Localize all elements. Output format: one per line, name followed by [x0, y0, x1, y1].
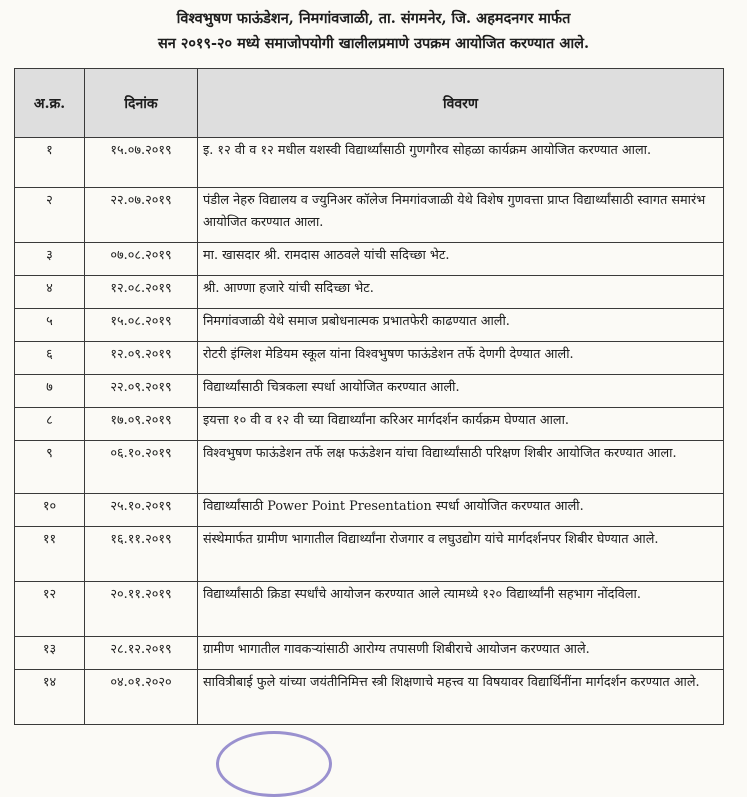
serial-cell: १३ — [15, 637, 85, 670]
table-row — [15, 441, 724, 494]
date-cell: २२.०९.२०१९ — [85, 375, 198, 408]
serial-cell: ७ — [15, 375, 85, 408]
serial-cell: २ — [15, 188, 85, 243]
serial-cell: ११ — [15, 527, 85, 582]
organization-stamp — [216, 731, 332, 797]
description-cell: इयत्ता १० वी व १२ वी च्या विद्यार्थ्यांना करिअर मार्गदर्शन कार्यक्रम घेण्यात आला. — [198, 408, 724, 441]
header-line-2: सन २०१९-२० मध्ये समाजोपयोगी खालीलप्रमाणे उपक्रम आयोजित करण्यात आले. — [157, 35, 590, 52]
description-cell: विद्यार्थ्यांसाठी Power Point Presentation स्पर्धा आयोजित करण्यात आली. — [198, 494, 724, 527]
table-row — [15, 494, 724, 527]
serial-cell: ३ — [15, 243, 85, 276]
table-row — [15, 138, 724, 188]
header-line-1: विश्वभुषण फाऊंडेशन, निमगांवजाळी, ता. संगमनेर, जि. अहमदनगर मार्फत — [176, 10, 571, 27]
serial-cell: १० — [15, 494, 85, 527]
description-cell: सावित्रीबाई फुले यांच्या जयंतीनिमित्त स्त्री शिक्षणाचे महत्त्व या विषयावर विद्यार्थिनींना मार्गदर्शन करण्यात आले. — [198, 670, 724, 725]
serial-cell: ८ — [15, 408, 85, 441]
table-row — [15, 637, 724, 670]
description-cell: विद्यार्थ्यांसाठी क्रिडा स्पर्धांचे आयोजन करण्यात आले त्यामध्ये १२० विद्यार्थ्यांनी सहभाग नोंदविला. — [198, 582, 724, 637]
date-cell: १७.०९.२०१९ — [85, 408, 198, 441]
description-cell: रोटरी इंग्लिश मेडियम स्कूल यांना विश्वभुषण फाऊंडेशन तर्फे देणगी देण्यात आली. — [198, 342, 724, 375]
description-cell: पंडील नेहरु विद्यालय व ज्युनिअर कॉलेज निमगांवजाळी येथे विशेष गुणवत्ता प्राप्त विद्यार्थ्यांसाठी स्वागत समारंभ आयोजित करण्यात आला. — [198, 188, 724, 243]
table-row — [15, 342, 724, 375]
description-cell: निमगांवजाळी येथे समाज प्रबोधनात्मक प्रभातफेरी काढण्यात आली. — [198, 309, 724, 342]
serial-cell: १२ — [15, 582, 85, 637]
date-cell: २०.११.२०१९ — [85, 582, 198, 637]
date-cell: १२.०८.२०१९ — [85, 276, 198, 309]
table-row — [15, 309, 724, 342]
table-row — [15, 188, 724, 243]
description-cell: विश्वभुषण फाऊंडेशन तर्फे लक्ष फऊंडेशन यांचा विद्यार्थ्यांसाठी परिक्षण शिबीर आयोजित करण्यात आला. — [198, 441, 724, 494]
date-cell: ०६.१०.२०१९ — [85, 441, 198, 494]
date-column-header: दिनांक — [85, 69, 198, 138]
serial-cell: ६ — [15, 342, 85, 375]
description-column-header: विवरण — [198, 69, 724, 138]
table-row — [15, 670, 724, 725]
serial-cell: १ — [15, 138, 85, 188]
serial-column-header: अ.क्र. — [15, 69, 85, 138]
date-cell: २८.१२.२०१९ — [85, 637, 198, 670]
table-header-row — [15, 69, 724, 138]
table-row — [15, 408, 724, 441]
description-cell: संस्थेमार्फत ग्रामीण भागातील विद्यार्थ्यांना रोजगार व लघुउद्योग यांचे मार्गदर्शनपर शिबीर घेण्यात आले. — [198, 527, 724, 582]
description-cell: विद्यार्थ्यांसाठी चित्रकला स्पर्धा आयोजित करण्यात आली. — [198, 375, 724, 408]
table-row — [15, 276, 724, 309]
date-cell: ०७.०८.२०१९ — [85, 243, 198, 276]
table-row — [15, 582, 724, 637]
date-cell: ०४.०१.२०२० — [85, 670, 198, 725]
date-cell: १६.११.२०१९ — [85, 527, 198, 582]
date-cell: २५.१०.२०१९ — [85, 494, 198, 527]
description-cell: ग्रामीण भागातील गावकऱ्यांसाठी आरोग्य तपासणी शिबीराचे आयोजन करण्यात आले. — [198, 637, 724, 670]
document-header — [0, 6, 747, 56]
serial-cell: ९ — [15, 441, 85, 494]
date-cell: २२.०७.२०१९ — [85, 188, 198, 243]
table-row — [15, 527, 724, 582]
table-row — [15, 375, 724, 408]
table-row — [15, 243, 724, 276]
serial-cell: ४ — [15, 276, 85, 309]
description-cell: श्री. आण्णा हजारे यांची सदिच्छा भेट. — [198, 276, 724, 309]
date-cell: १५.०७.२०१९ — [85, 138, 198, 188]
date-cell: १५.०८.२०१९ — [85, 309, 198, 342]
description-cell: मा. खासदार श्री. रामदास आठवले यांची सदिच्छा भेट. — [198, 243, 724, 276]
activities-table — [14, 68, 724, 725]
serial-cell: १४ — [15, 670, 85, 725]
serial-cell: ५ — [15, 309, 85, 342]
date-cell: १२.०९.२०१९ — [85, 342, 198, 375]
description-cell: इ. १२ वी व १२ मधील यशस्वी विद्यार्थ्यांसाठी गुणगौरव सोहळा कार्यक्रम आयोजित करण्यात आला. — [198, 138, 724, 188]
